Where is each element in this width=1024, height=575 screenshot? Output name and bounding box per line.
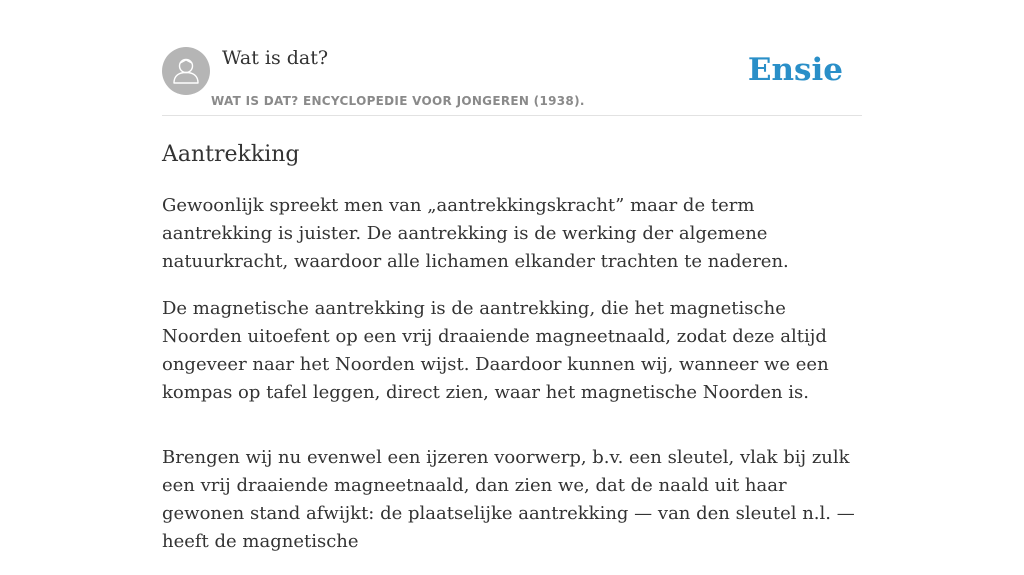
user-icon — [162, 47, 210, 95]
source-title[interactable]: Wat is dat? — [222, 47, 329, 69]
source-subtitle: WAT IS DAT? ENCYCLOPEDIE VOOR JONGEREN (1938). — [211, 94, 585, 108]
brand-logo-link[interactable]: Ensie — [747, 52, 843, 88]
article-body — [162, 192, 862, 575]
source-header — [162, 0, 862, 116]
article-paragraph: De magnetische aantrekking is de aantrekking, die het magnetische Noorden uitoefent op een vrij draaiende magneetnaald, zodat deze altijd ongeveer naar het Noorden wijst. Daardoor kunnen wij, wanneer we een kompas op tafel leggen, direct zien, waar het magnetische Noorden is. — [162, 298, 829, 403]
article-paragraph: Brengen wij nu evenwel een ijzeren voorwerp, b.v. een sleutel, vlak bij zulk een vrij draaiende magneetnaald, dan zien we, dat de naald uit haar gewonen stand afwijkt: de plaatselijke aantrekking — van den sleutel n.l. —heeft de magnetische — [162, 447, 855, 552]
article-page — [162, 0, 862, 552]
source-avatar[interactable] — [162, 47, 210, 95]
article-paragraph: Gewoonlijk spreekt men van „aantrekkingskracht” maar de term aantrekking is juister. De aantrekking is de werking der algemene natuurkracht, waardoor alle lichamen elkander trachten te naderen. — [162, 195, 789, 272]
article-title: Aantrekking — [162, 142, 300, 167]
